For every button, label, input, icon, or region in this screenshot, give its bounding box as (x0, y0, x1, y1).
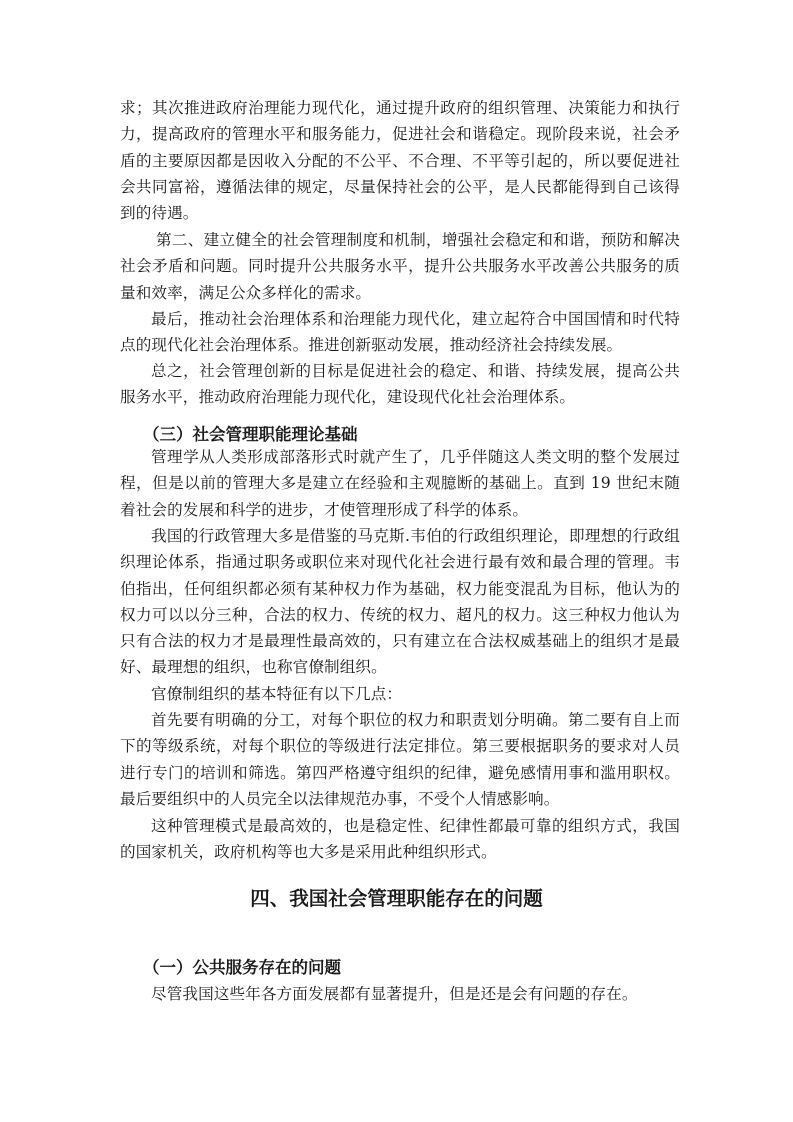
section-heading: （一）公共服务存在的问题 (143, 958, 341, 977)
paragraph: 首先要有明确的分工，对每个职位的权力和职责划分明确。第二要有自上而下的等级系统，对每个职位的等级进行法定排位。第三要根据职务的要求对人员进行专门的培训和筛选。第四严格遵守组织的纪律，避免感情用事和滥用职权。最后要组织中的人员完全以法律规范办事，不受个人情感影响。 (120, 711, 680, 808)
paragraph: 管理学从人类形成部落形式时就产生了，几乎伴随这人类文明的整个发展过程，但是以前的管理大多是建立在经验和主观臆断的基础上。直到 19 世纪末随着社会的发展和科学的进步，才使管理形成了科学的体系。 (120, 448, 680, 519)
paragraph: 官僚制组织的基本特征有以下几点： (151, 685, 403, 703)
chapter-heading: 四、我国社会管理职能存在的问题 (250, 887, 543, 910)
paragraph: 最后，推动社会治理体系和治理能力现代化，建立起符合中国国情和时代特点的现代化社会治理体系。推进创新驱动发展，推动经济社会持续发展。 (120, 310, 680, 355)
paragraph: 总之，社会管理创新的目标是促进社会的稳定、和谐、持续发展，提高公共服务水平，推动政府治理能力现代化，建设现代化社会治理体系。 (120, 362, 680, 407)
paragraph: 求；其次推进政府治理能力现代化，通过提升政府的组织管理、决策能力和执行力，提高政府的管理水平和服务能力，促进社会和谐稳定。现阶段来说，社会矛盾的主要原因都是因收入分配的不公平、不合理、不平等引起的，所以要促进社会共同富裕，遵循法律的规定，尽量保持社会的公平，是人民都能得到自己该得到的待遇。 (120, 99, 680, 223)
section-heading: （三）社会管理职能理论基础 (143, 425, 358, 444)
paragraph: 尽管我国这些年各方面发展都有显著提升，但是还是会有问题的存在。 (151, 985, 638, 1003)
paragraph: 我国的行政管理大多是借鉴的马克斯.韦伯的行政组织理论，即理想的行政组织理论体系，指通过职务或职位来对现代化社会进行最有效和最合理的管理。韦伯指出，任何组织都必须有某种权力作为基础，权力能变混乱为目标，他认为的权力可以以分三种，合法的权力、传统的权力、超凡的权力。这三种权力他认为只有合法的权力才是最理性最高效的，只有建立在合法权威基础上的组织才是最好、最理想的组织，也称官僚制组织。 (120, 527, 680, 677)
paragraph: 第二、建立健全的社会管理制度和机制，增强社会稳定和和谐，预防和解决社会矛盾和问题。同时提升公共服务水平，提升公共服务水平改善公共服务的质量和效率，满足公众多样化的需求。 (120, 231, 680, 302)
paragraph: 这种管理模式是最高效的，也是稳定性、纪律性都最可靠的组织方式，我国的国家机关，政府机构等也大多是采用此种组织形式。 (120, 817, 680, 862)
